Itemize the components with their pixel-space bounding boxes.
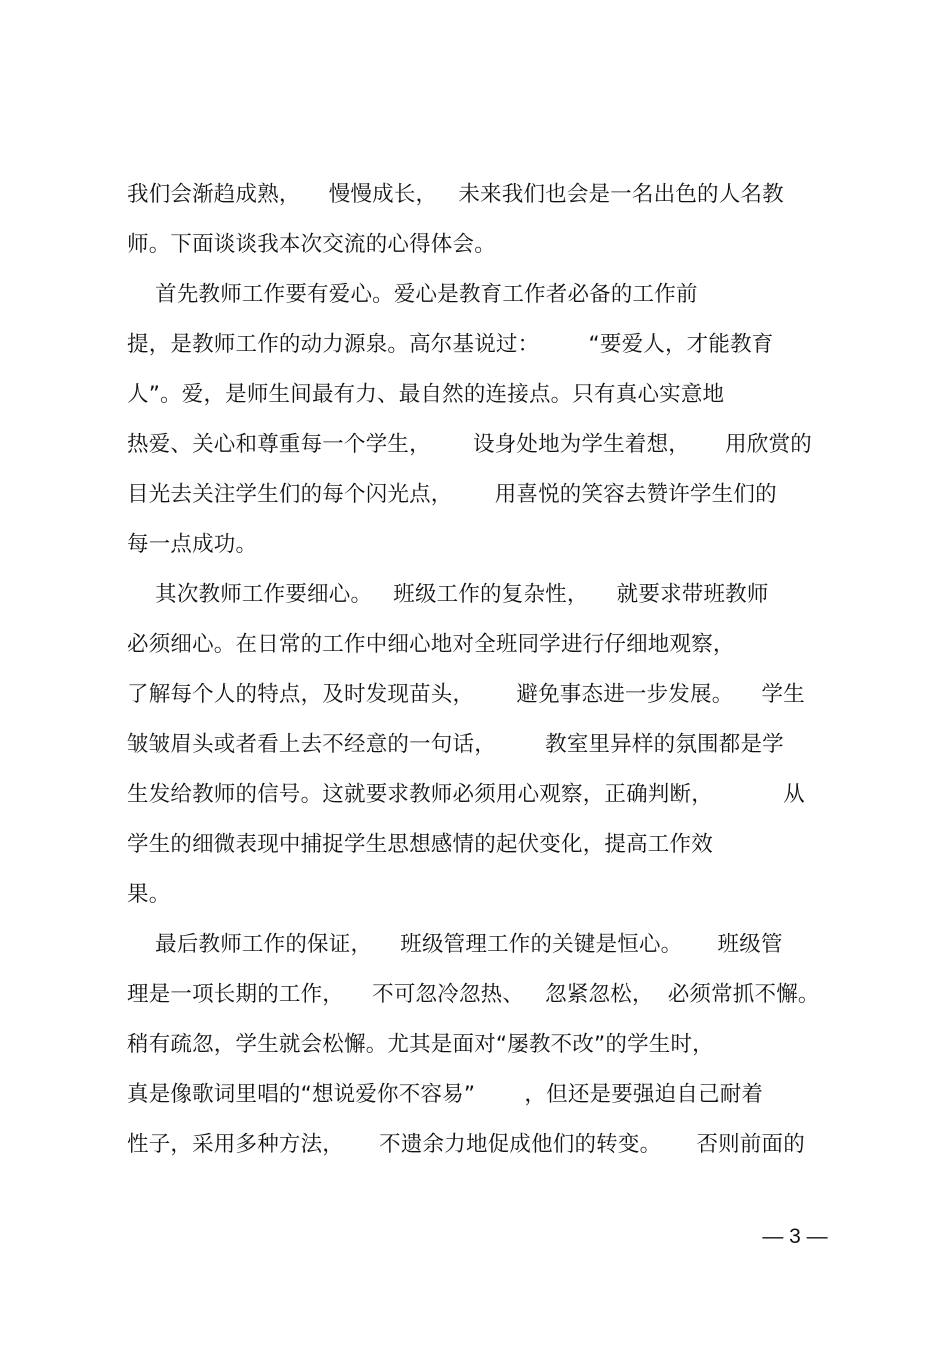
text-line: 师。下面谈谈我本次交流的心得体会。: [127, 232, 496, 257]
text-line: 果。: [127, 882, 171, 907]
text-line: 学生的细微表现中捕捉学生思想感情的起伏变化，提高工作效: [127, 832, 713, 857]
text-line: 我们会渐趋成熟， 慢慢成长， 未来我们也会是一名出色的人名教: [127, 182, 784, 207]
text-line: 人”。爱，是师生间最有力、最自然的连接点。只有真心实意地: [127, 382, 725, 407]
text-line: 生发给教师的信号。这就要求教师必须用心观察，正确判断， 从: [127, 782, 805, 807]
text-line: 目光去关注学生们的每个闪光点， 用喜悦的笑容去赞许学生们的: [127, 482, 777, 507]
text-line: 最后教师工作的保证， 班级管理工作的关键是恒心。 班级管: [127, 932, 783, 957]
text-line: 理是一项长期的工作， 不可忽冷忽热、 忽紧忽松， 必须常抓不懈。: [127, 982, 820, 1007]
page-number: — 3 —: [762, 1225, 828, 1248]
text-line: 皱皱眉头或者看上去不经意的一句话， 教室里异样的氛围都是学: [127, 732, 784, 757]
text-line: 提，是教师工作的动力源泉。高尔基说过： “要爱人，才能教育: [127, 332, 774, 357]
text-line: 必须细心。在日常的工作中细心地对全班同学进行仔细地观察，: [127, 632, 735, 657]
text-line: 首先教师工作要有爱心。爱心是教育工作者必备的工作前: [127, 282, 698, 307]
text-line: 每一点成功。: [127, 532, 258, 557]
text-line: 热爱、关心和尊重每一个学生， 设身处地为学生着想， 用欣赏的: [127, 432, 812, 457]
text-line: 其次教师工作要细心。 班级工作的复杂性， 就要求带班教师: [127, 582, 769, 607]
text-line: 性子，采用多种方法， 不遗余力地促成他们的转变。 否则前面的: [127, 1132, 805, 1157]
text-line: 稍有疏忽，学生就会松懈。尤其是面对“屡教不改”的学生时，: [127, 1032, 714, 1057]
text-line: 真是像歌词里唱的“想说爱你不容易” ，但还是要强迫自己耐着: [127, 1082, 764, 1107]
text-line: 了解每个人的特点，及时发现苗头， 避免事态进一步发展。 学生: [127, 682, 805, 707]
